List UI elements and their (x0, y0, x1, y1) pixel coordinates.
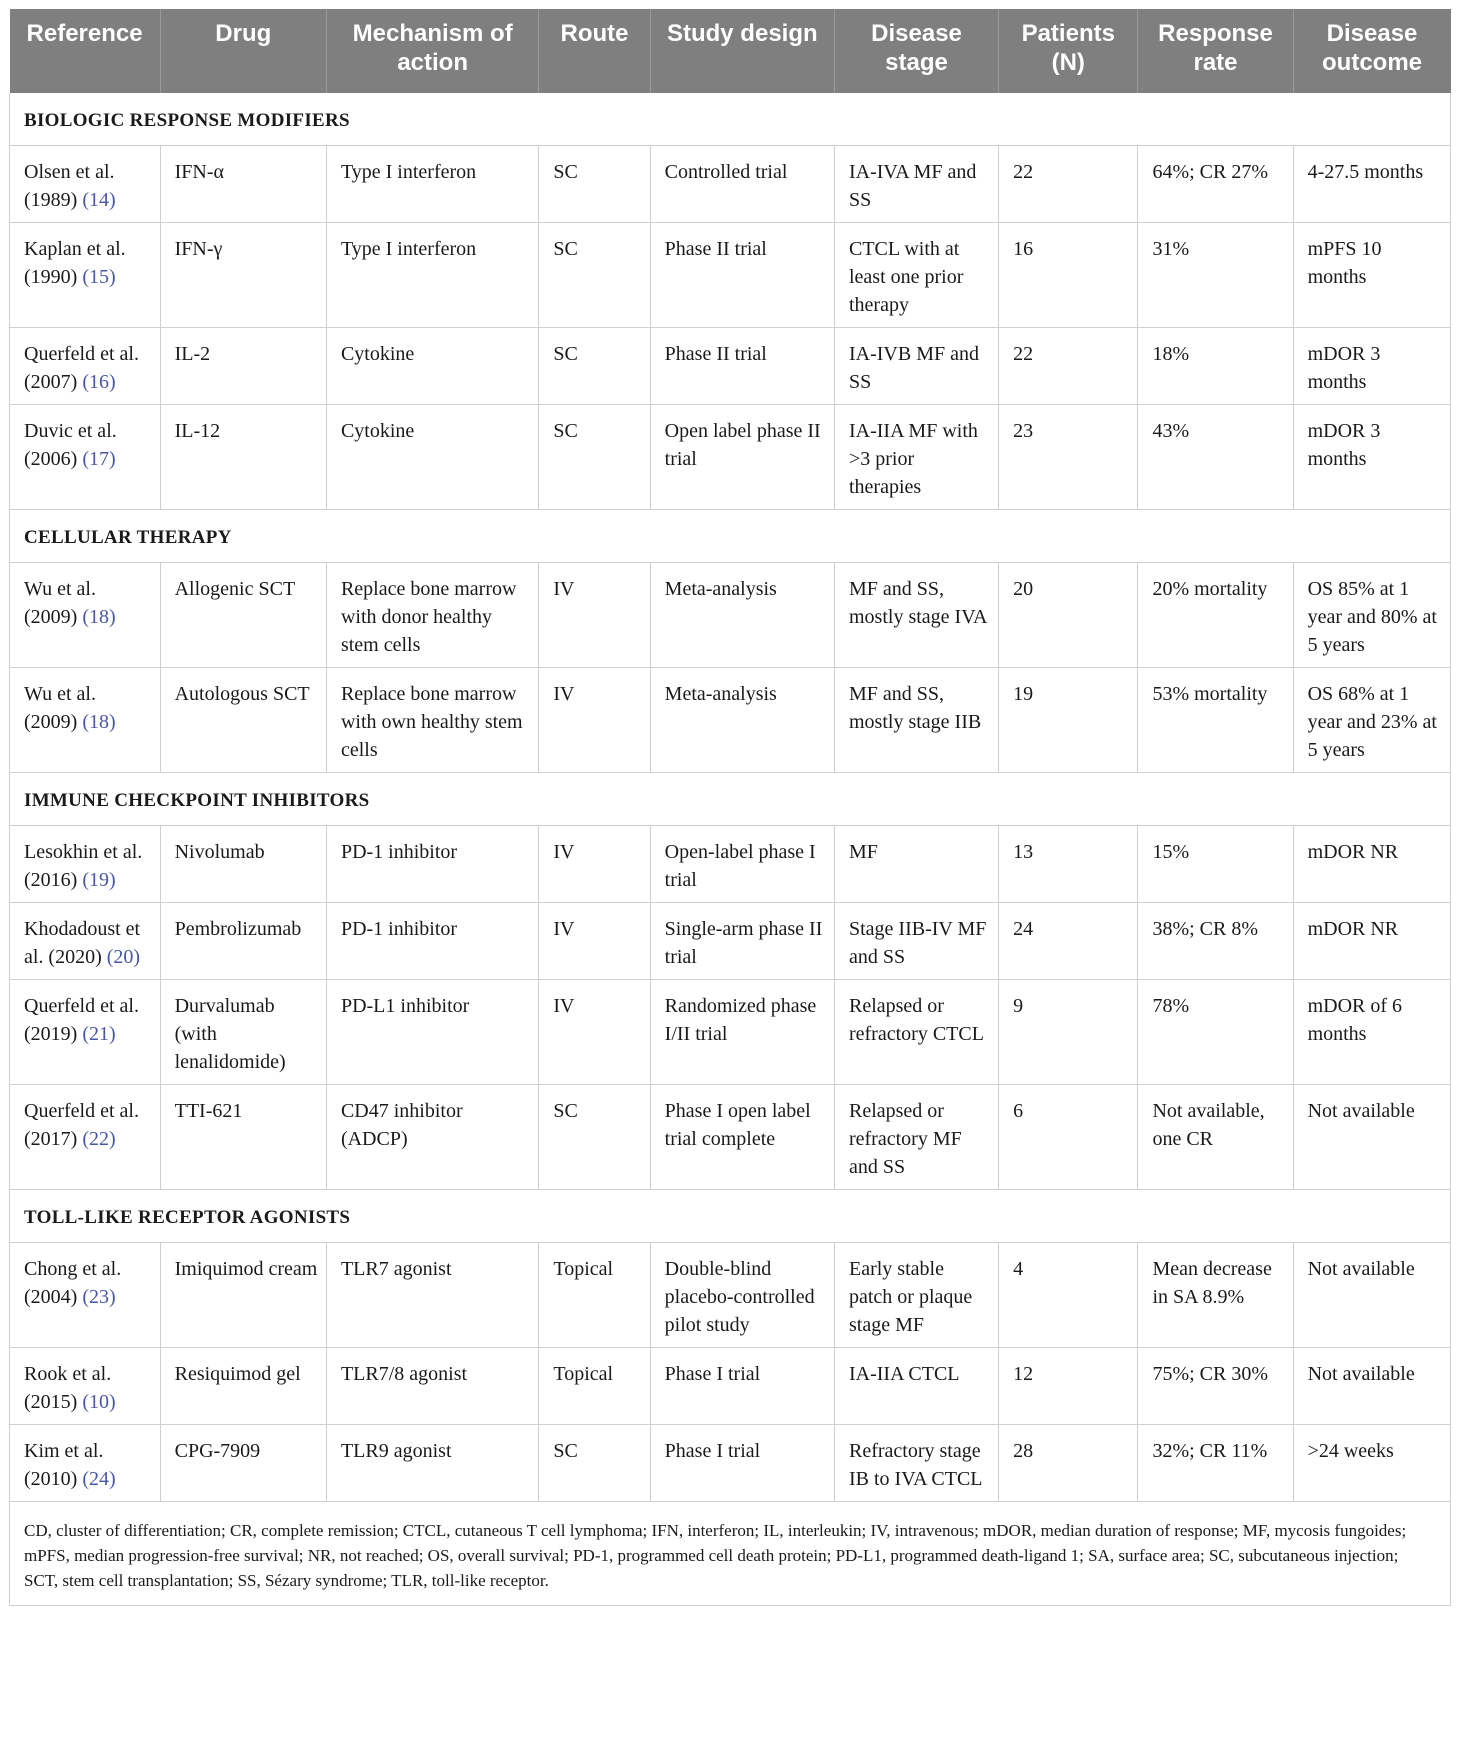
cell-disease-outcome: mPFS 10 months (1293, 223, 1450, 328)
cell-study-design: Open label phase II trial (650, 405, 834, 510)
cell-response-rate: Not available, one CR (1138, 1085, 1293, 1190)
table-row (10, 1085, 1451, 1190)
column-header-drug: Drug (160, 9, 326, 93)
cell-reference (10, 223, 161, 328)
column-header-disease-outcome: Disease outcome (1293, 9, 1450, 93)
cell-study-design: Phase I open label trial complete (650, 1085, 834, 1190)
table-row (10, 405, 1451, 510)
cell-drug: Nivolumab (160, 826, 326, 903)
cell-disease-outcome: mDOR of 6 months (1293, 980, 1450, 1085)
cell-patients: 22 (999, 328, 1138, 405)
cell-reference (10, 668, 161, 773)
cell-reference (10, 1348, 161, 1425)
reference-text: Chong et al. (2004) (24, 1258, 122, 1308)
reference-text: Kim et al. (2010) (24, 1440, 104, 1490)
reference-text: Lesokhin et al. (2016) (24, 841, 143, 891)
table-footnote: CD, cluster of differentiation; CR, complete remission; CTCL, cutaneous T cell lymphoma; IFN, interferon; IL, interleukin; IV, intravenous; mDOR, median duration of response; MF, mycosis fungoides; mPFS, median progression-free survival; NR, not reached; OS, overall survival; PD-1, programmed cell death protein; PD-L1, programmed death-ligand 1; SA, surface area; SC, subcutaneous injection; SCT, stem cell transplantation; SS, Sézary syndrome; TLR, toll-like receptor. (10, 1502, 1451, 1606)
cell-drug: Resiquimod gel (160, 1348, 326, 1425)
citation-link[interactable]: (21) (82, 1023, 116, 1045)
cell-mechanism: CD47 inhibitor (ADCP) (326, 1085, 538, 1190)
cell-reference (10, 826, 161, 903)
section-title: BIOLOGIC RESPONSE MODIFIERS (10, 93, 1451, 146)
cell-response-rate: 38%; CR 8% (1138, 903, 1293, 980)
cell-disease-stage: IA-IVB MF and SS (834, 328, 998, 405)
cell-patients: 6 (999, 1085, 1138, 1190)
citation-link[interactable]: (20) (106, 946, 141, 968)
cell-drug: IFN-γ (160, 223, 326, 328)
table-header (10, 9, 1451, 93)
cell-study-design: Meta-analysis (650, 563, 834, 668)
citation-link[interactable]: (23) (82, 1286, 116, 1308)
cell-mechanism: Replace bone marrow with donor healthy stem cells (326, 563, 538, 668)
cell-disease-outcome: mDOR 3 months (1293, 405, 1450, 510)
cell-study-design: Controlled trial (650, 146, 834, 223)
cell-disease-stage: Relapsed or refractory CTCL (834, 980, 998, 1085)
reference-text: Querfeld et al. (2007) (24, 343, 139, 393)
cell-disease-stage: Refractory stage IB to IVA CTCL (834, 1425, 998, 1502)
cell-drug: Autologous SCT (160, 668, 326, 773)
cell-study-design: Single-arm phase II trial (650, 903, 834, 980)
cell-response-rate: 75%; CR 30% (1138, 1348, 1293, 1425)
cell-drug: IL-12 (160, 405, 326, 510)
cell-route: IV (539, 903, 650, 980)
cell-disease-stage: Stage IIB-IV MF and SS (834, 903, 998, 980)
cell-disease-outcome: OS 68% at 1 year and 23% at 5 years (1293, 668, 1450, 773)
citation-link[interactable]: (18) (82, 711, 116, 733)
cell-reference (10, 328, 161, 405)
cell-disease-outcome: >24 weeks (1293, 1425, 1450, 1502)
cell-reference (10, 405, 161, 510)
cell-response-rate: 78% (1138, 980, 1293, 1085)
table-body (10, 93, 1451, 1502)
section-header-row (10, 510, 1451, 563)
cell-patients: 20 (999, 563, 1138, 668)
cell-study-design: Phase I trial (650, 1348, 834, 1425)
reference-text: Olsen et al. (1989) (24, 161, 115, 211)
cell-disease-outcome: mDOR NR (1293, 903, 1450, 980)
table-row (10, 1348, 1451, 1425)
cell-disease-stage: MF and SS, mostly stage IIB (834, 668, 998, 773)
cell-mechanism: Cytokine (326, 328, 538, 405)
column-header-response-rate: Response rate (1138, 9, 1293, 93)
section-header-row (10, 773, 1451, 826)
column-header-reference: Reference (10, 9, 161, 93)
column-header-route: Route (539, 9, 650, 93)
cell-reference (10, 903, 161, 980)
cell-disease-outcome: mDOR NR (1293, 826, 1450, 903)
cell-study-design: Phase I trial (650, 1425, 834, 1502)
citation-link[interactable]: (10) (82, 1391, 116, 1413)
section-header-row (10, 93, 1451, 146)
cell-study-design: Meta-analysis (650, 668, 834, 773)
cell-study-design: Phase II trial (650, 223, 834, 328)
cell-response-rate: 53% mortality (1138, 668, 1293, 773)
cell-drug: IFN-α (160, 146, 326, 223)
cell-patients: 4 (999, 1243, 1138, 1348)
cell-route: IV (539, 980, 650, 1085)
reference-text: Khodadoust et al. (2020) (24, 918, 141, 968)
cell-mechanism: PD-1 inhibitor (326, 826, 538, 903)
cell-mechanism: Type I interferon (326, 146, 538, 223)
table-row (10, 328, 1451, 405)
cell-drug: TTI-621 (160, 1085, 326, 1190)
table-row (10, 1425, 1451, 1502)
citation-link[interactable]: (15) (82, 266, 116, 288)
cell-reference (10, 1425, 161, 1502)
cell-response-rate: Mean decrease in SA 8.9% (1138, 1243, 1293, 1348)
table-row (10, 563, 1451, 668)
reference-text: Kaplan et al. (1990) (24, 238, 126, 288)
table-row (10, 223, 1451, 328)
clinical-trials-table (9, 9, 1451, 1606)
cell-drug: Durvalumab (with lenalidomide) (160, 980, 326, 1085)
citation-link[interactable]: (24) (82, 1468, 116, 1490)
reference-text: Wu et al. (2009) (24, 683, 96, 733)
cell-reference (10, 146, 161, 223)
cell-route: Topical (539, 1348, 650, 1425)
cell-patients: 28 (999, 1425, 1138, 1502)
cell-response-rate: 18% (1138, 328, 1293, 405)
cell-route: IV (539, 826, 650, 903)
cell-reference (10, 980, 161, 1085)
cell-disease-stage: MF (834, 826, 998, 903)
cell-disease-stage: Relapsed or refractory MF and SS (834, 1085, 998, 1190)
clinical-trials-table-container (9, 9, 1451, 1606)
cell-route: IV (539, 668, 650, 773)
citation-link[interactable]: (16) (82, 371, 116, 393)
column-header-patients: Patients (N) (999, 9, 1138, 93)
cell-response-rate: 32%; CR 11% (1138, 1425, 1293, 1502)
cell-patients: 16 (999, 223, 1138, 328)
cell-disease-stage: CTCL with at least one prior therapy (834, 223, 998, 328)
cell-response-rate: 15% (1138, 826, 1293, 903)
cell-drug: Pembrolizumab (160, 903, 326, 980)
cell-mechanism: Cytokine (326, 405, 538, 510)
column-header-mechanism: Mechanism of action (326, 9, 538, 93)
reference-text: Querfeld et al. (2019) (24, 995, 139, 1045)
cell-response-rate: 43% (1138, 405, 1293, 510)
cell-drug: IL-2 (160, 328, 326, 405)
cell-mechanism: PD-1 inhibitor (326, 903, 538, 980)
reference-text: Rook et al. (2015) (24, 1363, 112, 1413)
cell-disease-outcome: mDOR 3 months (1293, 328, 1450, 405)
cell-study-design: Double-blind placebo-controlled pilot study (650, 1243, 834, 1348)
cell-drug: Allogenic SCT (160, 563, 326, 668)
cell-disease-outcome: Not available (1293, 1243, 1450, 1348)
cell-disease-stage: IA-IIA MF with >3 prior therapies (834, 405, 998, 510)
section-title: CELLULAR THERAPY (10, 510, 1451, 563)
citation-link[interactable]: (19) (82, 869, 116, 891)
section-title: IMMUNE CHECKPOINT INHIBITORS (10, 773, 1451, 826)
cell-disease-stage: Early stable patch or plaque stage MF (834, 1243, 998, 1348)
table-row (10, 980, 1451, 1085)
cell-route: SC (539, 405, 650, 510)
cell-mechanism: Type I interferon (326, 223, 538, 328)
cell-route: Topical (539, 1243, 650, 1348)
citation-link[interactable]: (17) (82, 448, 116, 470)
cell-route: SC (539, 223, 650, 328)
cell-reference (10, 1085, 161, 1190)
cell-route: SC (539, 1425, 650, 1502)
cell-route: IV (539, 563, 650, 668)
cell-route: SC (539, 1085, 650, 1190)
citation-link[interactable]: (18) (82, 606, 116, 628)
cell-patients: 23 (999, 405, 1138, 510)
section-title: TOLL-LIKE RECEPTOR AGONISTS (10, 1190, 1451, 1243)
cell-response-rate: 20% mortality (1138, 563, 1293, 668)
column-header-study-design: Study design (650, 9, 834, 93)
table-row (10, 146, 1451, 223)
cell-response-rate: 64%; CR 27% (1138, 146, 1293, 223)
cell-patients: 12 (999, 1348, 1138, 1425)
cell-mechanism: Replace bone marrow with own healthy stem cells (326, 668, 538, 773)
cell-response-rate: 31% (1138, 223, 1293, 328)
cell-disease-outcome: 4-27.5 months (1293, 146, 1450, 223)
table-row (10, 826, 1451, 903)
table-row (10, 1243, 1451, 1348)
cell-disease-outcome: Not available (1293, 1085, 1450, 1190)
cell-route: SC (539, 146, 650, 223)
cell-study-design: Open-label phase I trial (650, 826, 834, 903)
cell-study-design: Randomized phase I/II trial (650, 980, 834, 1085)
cell-disease-stage: IA-IVA MF and SS (834, 146, 998, 223)
cell-patients: 9 (999, 980, 1138, 1085)
section-header-row (10, 1190, 1451, 1243)
cell-drug: CPG-7909 (160, 1425, 326, 1502)
cell-patients: 22 (999, 146, 1138, 223)
cell-reference (10, 563, 161, 668)
cell-disease-stage: IA-IIA CTCL (834, 1348, 998, 1425)
reference-text: Wu et al. (2009) (24, 578, 96, 628)
cell-disease-outcome: OS 85% at 1 year and 80% at 5 years (1293, 563, 1450, 668)
reference-text: Duvic et al. (2006) (24, 420, 117, 470)
cell-study-design: Phase II trial (650, 328, 834, 405)
cell-patients: 19 (999, 668, 1138, 773)
cell-mechanism: TLR9 agonist (326, 1425, 538, 1502)
cell-mechanism: TLR7/8 agonist (326, 1348, 538, 1425)
cell-disease-stage: MF and SS, mostly stage IVA (834, 563, 998, 668)
citation-link[interactable]: (14) (82, 189, 116, 211)
table-row (10, 903, 1451, 980)
cell-patients: 24 (999, 903, 1138, 980)
table-row (10, 668, 1451, 773)
cell-mechanism: PD-L1 inhibitor (326, 980, 538, 1085)
cell-reference (10, 1243, 161, 1348)
reference-text: Querfeld et al. (2017) (24, 1100, 139, 1150)
citation-link[interactable]: (22) (82, 1128, 116, 1150)
cell-patients: 13 (999, 826, 1138, 903)
cell-drug: Imiquimod cream (160, 1243, 326, 1348)
cell-route: SC (539, 328, 650, 405)
column-header-disease-stage: Disease stage (834, 9, 998, 93)
cell-mechanism: TLR7 agonist (326, 1243, 538, 1348)
cell-disease-outcome: Not available (1293, 1348, 1450, 1425)
